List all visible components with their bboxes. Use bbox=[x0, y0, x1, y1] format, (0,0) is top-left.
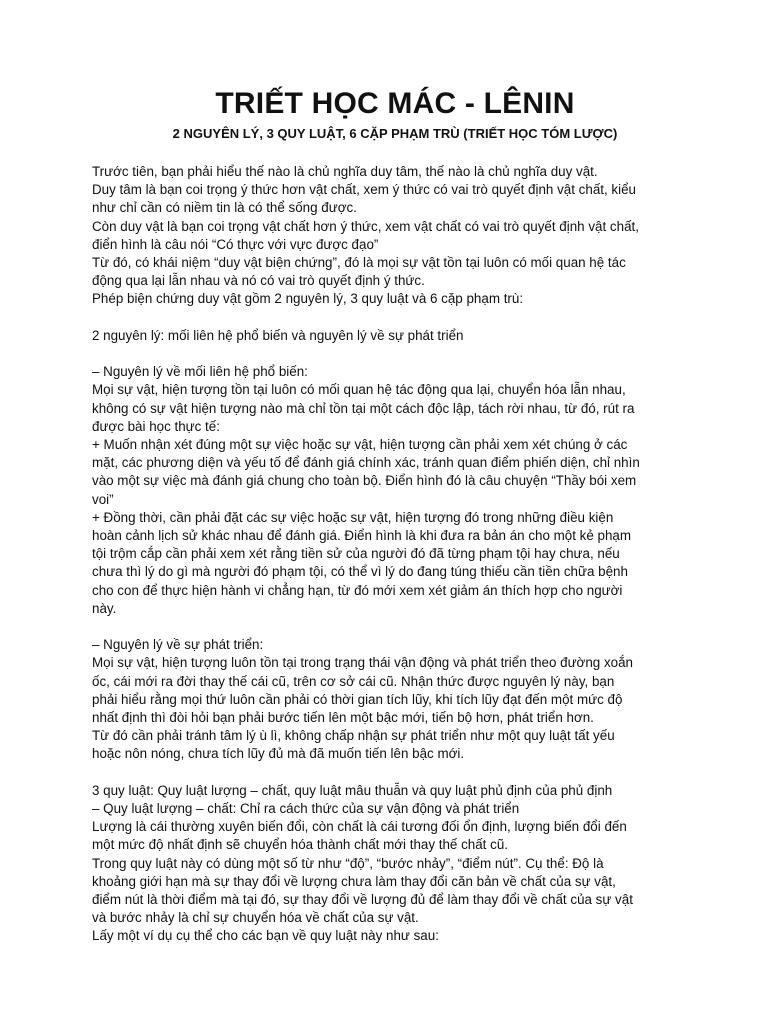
body-line: được bài học thực tế: bbox=[92, 418, 220, 434]
document-title: TRIẾT HỌC MÁC - LÊNIN bbox=[215, 87, 575, 120]
body-line: và bước nhảy là chỉ sự chuyển hóa về chất của sự vật. bbox=[92, 910, 419, 926]
body-line: + Muốn nhận xét đúng một sự việc hoặc sự vật, hiện tượng cần phải xem xét chúng ở các bbox=[92, 437, 628, 453]
body-line: nhất định thì đòi hỏi bạn phải bước tiến lên một bậc mới, tiến bộ hơn, phát triển hơn. bbox=[92, 710, 594, 726]
body-line: Phép biện chứng duy vật gồm 2 nguyên lý, 3 quy luật và 6 cặp phạm trù: bbox=[92, 291, 524, 307]
document-body bbox=[92, 163, 698, 946]
body-line: hoàn cảnh lịch sử khác nhau để đánh giá. Điển hình là khi đưa ra bản án cho một kẻ phạm bbox=[92, 528, 632, 544]
body-line: Lấy một ví dụ cụ thể cho các bạn về quy luật này như sau: bbox=[92, 928, 439, 944]
body-line bbox=[92, 764, 698, 782]
body-line: ốc, cái mới ra đời thay thế cái cũ, trên cơ sở cái cũ. Nhận thức được nguyên lý này, bạn bbox=[92, 673, 615, 689]
document-subtitle: 2 NGUYÊN LÝ, 3 QUY LUẬT, 6 CẶP PHẠM TRÙ (TRIẾT HỌC TÓM LƯỢC) bbox=[172, 126, 618, 141]
body-line: – Nguyên lý về sự phát triển: bbox=[92, 637, 264, 653]
body-line: Còn duy vật là bạn coi trọng vật chất hơn ý thức, xem vật chất có vai trò quyết định vật chất, bbox=[92, 218, 639, 234]
body-line bbox=[92, 309, 698, 327]
body-line: mặt, các phương diện và yếu tố để đánh giá chính xác, tránh quan điểm phiến diện, chỉ nhìn bbox=[92, 455, 640, 471]
body-line: + Đồng thời, cần phải đặt các sự việc hoặc sự vật, hiện tượng đó trong những điều kiện bbox=[92, 509, 614, 525]
body-line: 2 nguyên lý: mối liên hệ phổ biến và nguyên lý về sự phát triển bbox=[92, 327, 464, 343]
body-line: tội trộm cắp cần phải xem xét rằng tiền sử của người đó đã từng phạm tội hay chưa, nếu bbox=[92, 546, 620, 562]
body-line: điển hình là câu nói “Có thực với vực được đạo” bbox=[92, 236, 379, 252]
body-line: – Nguyên lý về mối liên hệ phổ biến: bbox=[92, 364, 308, 380]
body-line: Lượng là cái thường xuyên biến đổi, còn chất là cái tương đối ổn định, lượng biến đổi đến bbox=[92, 819, 627, 835]
body-line: vào một sự việc mà đánh giá chung cho toàn bộ. Điển hình đó là câu chuyện “Thầy bói xem bbox=[92, 473, 637, 489]
body-line: như chỉ cần có niềm tin là có thể sống được. bbox=[92, 200, 357, 216]
body-line: Từ đó cần phải tránh tâm lý ù lì, không chấp nhận sự phát triển như một quy luật tất yếu bbox=[92, 728, 615, 744]
body-line: một mức độ nhất định sẽ chuyển hóa thành chất mới thay thế chất cũ. bbox=[92, 837, 508, 853]
body-line: Duy tâm là bạn coi trọng ý thức hơn vật chất, xem ý thức có vai trò quyết định vật chất, kiểu bbox=[92, 182, 636, 198]
body-line: động qua lại lẫn nhau và nó có vai trò quyết định ý thức. bbox=[92, 273, 425, 289]
body-line: điểm nút là thời điểm mà tại đó, sự thay đổi về lượng đủ để làm thay đổi về chất của sự vật bbox=[92, 892, 633, 908]
body-line: Mọi sự vật, hiện tượng luôn tồn tại trong trạng thái vận động và phát triển theo đường xoắn bbox=[92, 655, 633, 671]
body-line: cho con để thực hiện hành vi chẳng hạn, từ đó mới xem xét giảm án thích hợp cho người bbox=[92, 582, 623, 598]
body-line bbox=[92, 345, 698, 363]
body-line: chưa thì lý do gì mà người đó phạm tội, có thể vì lý do đang túng thiếu cần tiền chữa bệnh bbox=[92, 564, 628, 580]
body-line: Trước tiên, bạn phải hiểu thế nào là chủ nghĩa duy tâm, thế nào là chủ nghĩa duy vật. bbox=[92, 164, 598, 179]
body-line: Trong quy luật này có dùng một số từ như “độ”, “bước nhảy”, “điểm nút”. Cụ thể: Độ là bbox=[92, 855, 604, 871]
body-line: hoặc nôn nóng, chưa tích lũy đủ mà đã muốn tiến lên bậc mới. bbox=[92, 746, 465, 762]
body-line: không có sự vật hiện tượng nào mà chỉ tồn tại một cách độc lập, tách rời nhau, từ đó, rút ra bbox=[92, 400, 635, 416]
body-line: Từ đó, có khái niệm “duy vật biện chứng”, đó là mọi sự vật tồn tại luôn có mối quan hệ tác bbox=[92, 255, 626, 271]
body-line: voi” bbox=[92, 491, 114, 507]
body-line: này. bbox=[92, 600, 117, 616]
body-line: – Quy luật lượng – chất: Chỉ ra cách thức của sự vận động và phát triển bbox=[92, 801, 520, 817]
body-line: phải hiểu rằng mọi thứ luôn cần phải có thời gian tích lũy, khi tích lũy đạt đến một mức độ bbox=[92, 691, 623, 707]
body-line: 3 quy luật: Quy luật lượng – chất, quy luật mâu thuẫn và quy luật phủ định của phủ định bbox=[92, 782, 613, 798]
body-line: Mọi sự vật, hiện tượng tồn tại luôn có mối quan hệ tác động qua lại, chuyển hóa lẫn nhau, bbox=[92, 382, 626, 398]
body-line: khoảng giới hạn mà sự thay đổi về lượng chưa làm thay đổi căn bản về chất của sự vật, bbox=[92, 873, 616, 889]
body-line bbox=[92, 618, 698, 636]
